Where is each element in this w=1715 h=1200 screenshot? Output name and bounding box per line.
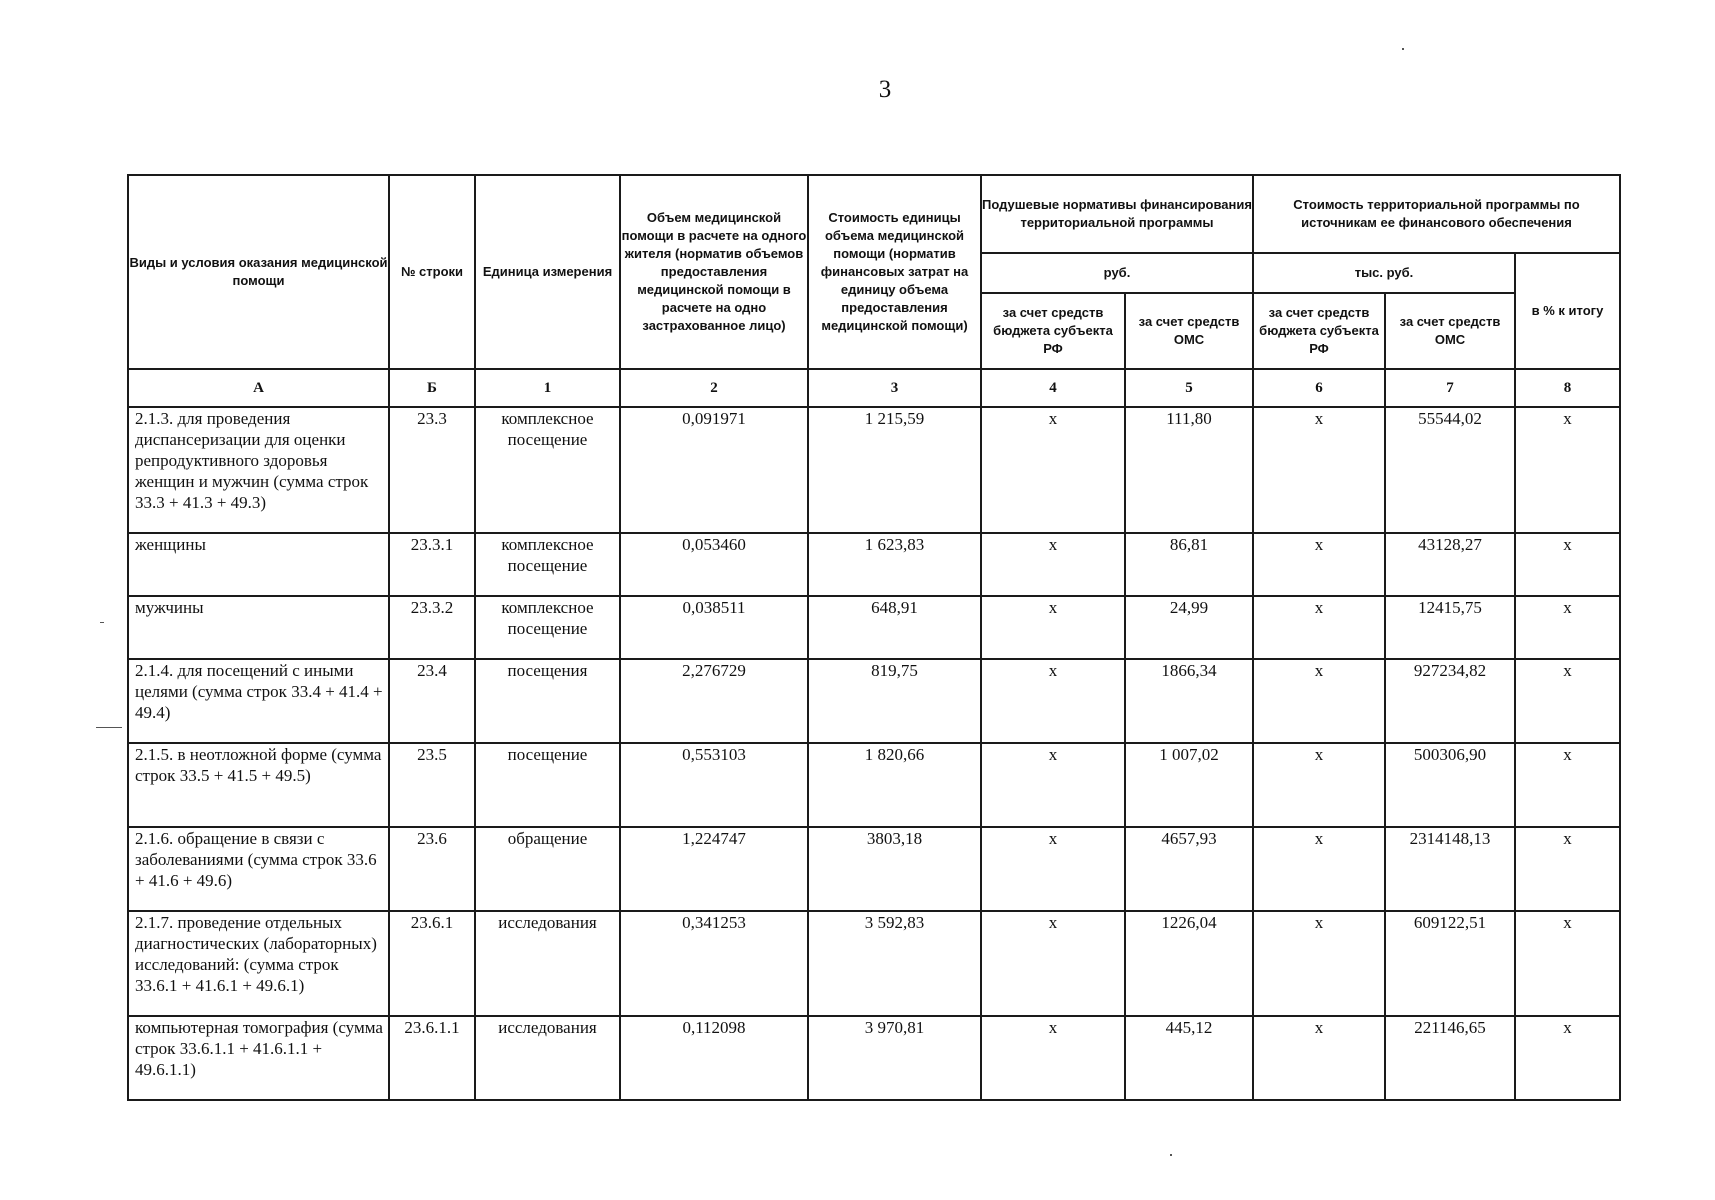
row-unit: комплексное посещение bbox=[475, 533, 620, 596]
row-unit: посещения bbox=[475, 659, 620, 743]
row-unit: исследования bbox=[475, 1016, 620, 1100]
index-cell: А bbox=[128, 369, 389, 407]
row-col-6: х bbox=[1253, 911, 1385, 1016]
page-number: 3 bbox=[878, 76, 892, 103]
header-unit-thousand-rub: тыс. руб. bbox=[1253, 253, 1515, 293]
row-col-6: х bbox=[1253, 1016, 1385, 1100]
row-col-6: х bbox=[1253, 407, 1385, 533]
scan-mark bbox=[1170, 1154, 1172, 1156]
row-col-7: 12415,75 bbox=[1385, 596, 1515, 659]
row-unit-cost: 1 623,83 bbox=[808, 533, 981, 596]
index-cell: Б bbox=[389, 369, 475, 407]
row-col-4: х bbox=[981, 659, 1125, 743]
row-unit: обращение bbox=[475, 827, 620, 911]
row-unit-cost: 3 592,83 bbox=[808, 911, 981, 1016]
header-col-a: Виды и условия оказания медицинской помощи bbox=[128, 175, 389, 369]
header-col-3: Стоимость единицы объема медицинской помощи (норматив финансовых затрат на единицу объема предоставления медицинской помощи) bbox=[808, 175, 981, 369]
row-col-4: х bbox=[981, 596, 1125, 659]
row-volume: 0,112098 bbox=[620, 1016, 808, 1100]
table-row bbox=[128, 659, 1620, 743]
row-col-6: х bbox=[1253, 596, 1385, 659]
row-volume: 0,038511 bbox=[620, 596, 808, 659]
row-line: 23.3.2 bbox=[389, 596, 475, 659]
header-group-cost: Стоимость территориальной программы по источникам ее финансового обеспечения bbox=[1253, 175, 1620, 253]
row-unit-cost: 1 820,66 bbox=[808, 743, 981, 827]
row-col-6: х bbox=[1253, 533, 1385, 596]
index-cell: 5 bbox=[1125, 369, 1253, 407]
row-col-4: х bbox=[981, 911, 1125, 1016]
row-col-8: х bbox=[1515, 596, 1620, 659]
table-header bbox=[128, 175, 1620, 407]
row-line: 23.5 bbox=[389, 743, 475, 827]
row-col-5: 445,12 bbox=[1125, 1016, 1253, 1100]
row-col-7: 609122,51 bbox=[1385, 911, 1515, 1016]
row-col-4: х bbox=[981, 1016, 1125, 1100]
row-col-5: 1 007,02 bbox=[1125, 743, 1253, 827]
row-col-8: х bbox=[1515, 827, 1620, 911]
row-name: 2.1.3. для проведения диспансеризации для оценки репродуктивного здоровья женщин и мужчин (сумма строк 33.3 + 41.3 + 49.3) bbox=[128, 407, 389, 533]
header-col-8: в % к итогу bbox=[1515, 253, 1620, 369]
row-volume: 0,091971 bbox=[620, 407, 808, 533]
row-col-7: 2314148,13 bbox=[1385, 827, 1515, 911]
row-col-4: х bbox=[981, 407, 1125, 533]
index-cell: 4 bbox=[981, 369, 1125, 407]
row-unit-cost: 648,91 bbox=[808, 596, 981, 659]
row-name: 2.1.5. в неотложной форме (сумма строк 33.5 + 41.5 + 49.5) bbox=[128, 743, 389, 827]
row-col-8: х bbox=[1515, 533, 1620, 596]
row-line: 23.6 bbox=[389, 827, 475, 911]
header-unit-rub: руб. bbox=[981, 253, 1253, 293]
row-volume: 2,276729 bbox=[620, 659, 808, 743]
row-col-6: х bbox=[1253, 827, 1385, 911]
row-volume: 0,341253 bbox=[620, 911, 808, 1016]
row-volume: 1,224747 bbox=[620, 827, 808, 911]
row-unit: посещение bbox=[475, 743, 620, 827]
row-col-5: 1866,34 bbox=[1125, 659, 1253, 743]
row-unit: комплексное посещение bbox=[475, 596, 620, 659]
index-cell: 1 bbox=[475, 369, 620, 407]
row-col-6: х bbox=[1253, 659, 1385, 743]
table-row bbox=[128, 596, 1620, 659]
row-col-5: 1226,04 bbox=[1125, 911, 1253, 1016]
row-name: женщины bbox=[128, 533, 389, 596]
row-col-5: 86,81 bbox=[1125, 533, 1253, 596]
row-col-8: х bbox=[1515, 911, 1620, 1016]
index-cell: 3 bbox=[808, 369, 981, 407]
table-row bbox=[128, 743, 1620, 827]
row-line: 23.6.1.1 bbox=[389, 1016, 475, 1100]
row-unit: комплексное посещение bbox=[475, 407, 620, 533]
row-col-7: 55544,02 bbox=[1385, 407, 1515, 533]
table-body bbox=[128, 407, 1620, 1100]
header-col-5: за счет средств ОМС bbox=[1125, 293, 1253, 369]
index-cell: 7 bbox=[1385, 369, 1515, 407]
row-unit: исследования bbox=[475, 911, 620, 1016]
table-row bbox=[128, 827, 1620, 911]
scan-mark bbox=[100, 622, 104, 623]
row-name: 2.1.6. обращение в связи с заболеваниями (сумма строк 33.6 + 41.6 + 49.6) bbox=[128, 827, 389, 911]
row-volume: 0,553103 bbox=[620, 743, 808, 827]
row-line: 23.4 bbox=[389, 659, 475, 743]
index-cell: 8 bbox=[1515, 369, 1620, 407]
row-col-4: х bbox=[981, 743, 1125, 827]
header-col-b: № строки bbox=[389, 175, 475, 369]
table-row bbox=[128, 1016, 1620, 1100]
index-cell: 2 bbox=[620, 369, 808, 407]
row-col-8: х bbox=[1515, 743, 1620, 827]
header-group-per-capita: Подушевые нормативы финансирования территориальной программы bbox=[981, 175, 1253, 253]
row-name: 2.1.7. проведение отдельных диагностических (лабораторных) исследований: (сумма строк 33.6.1 + 41.6.1 + 49.6.1) bbox=[128, 911, 389, 1016]
row-line: 23.3 bbox=[389, 407, 475, 533]
column-index-row bbox=[128, 369, 1620, 407]
row-col-7: 43128,27 bbox=[1385, 533, 1515, 596]
scan-mark bbox=[96, 727, 122, 728]
row-col-8: х bbox=[1515, 1016, 1620, 1100]
index-cell: 6 bbox=[1253, 369, 1385, 407]
row-col-4: х bbox=[981, 533, 1125, 596]
row-line: 23.6.1 bbox=[389, 911, 475, 1016]
scan-mark bbox=[1402, 48, 1404, 50]
header-col-1: Единица измерения bbox=[475, 175, 620, 369]
financing-table bbox=[127, 174, 1621, 1101]
row-name: мужчины bbox=[128, 596, 389, 659]
row-name: 2.1.4. для посещений с иными целями (сумма строк 33.4 + 41.4 + 49.4) bbox=[128, 659, 389, 743]
table-row bbox=[128, 911, 1620, 1016]
row-volume: 0,053460 bbox=[620, 533, 808, 596]
row-name: компьютерная томография (сумма строк 33.6.1.1 + 41.6.1.1 + 49.6.1.1) bbox=[128, 1016, 389, 1100]
row-unit-cost: 3803,18 bbox=[808, 827, 981, 911]
table-row bbox=[128, 407, 1620, 533]
row-unit-cost: 819,75 bbox=[808, 659, 981, 743]
row-col-4: х bbox=[981, 827, 1125, 911]
header-col-7: за счет средств ОМС bbox=[1385, 293, 1515, 369]
row-unit-cost: 3 970,81 bbox=[808, 1016, 981, 1100]
row-col-7: 927234,82 bbox=[1385, 659, 1515, 743]
row-col-8: х bbox=[1515, 407, 1620, 533]
row-col-5: 4657,93 bbox=[1125, 827, 1253, 911]
table-row bbox=[128, 533, 1620, 596]
header-col-6: за счет средств бюджета субъекта РФ bbox=[1253, 293, 1385, 369]
row-unit-cost: 1 215,59 bbox=[808, 407, 981, 533]
header-col-4: за счет средств бюджета субъекта РФ bbox=[981, 293, 1125, 369]
row-col-7: 500306,90 bbox=[1385, 743, 1515, 827]
header-col-2: Объем медицинской помощи в расчете на одного жителя (норматив объемов предоставления медицинской помощи в расчете на одно застрахованное лицо) bbox=[620, 175, 808, 369]
row-col-5: 111,80 bbox=[1125, 407, 1253, 533]
row-col-7: 221146,65 bbox=[1385, 1016, 1515, 1100]
row-line: 23.3.1 bbox=[389, 533, 475, 596]
row-col-8: х bbox=[1515, 659, 1620, 743]
row-col-5: 24,99 bbox=[1125, 596, 1253, 659]
row-col-6: х bbox=[1253, 743, 1385, 827]
